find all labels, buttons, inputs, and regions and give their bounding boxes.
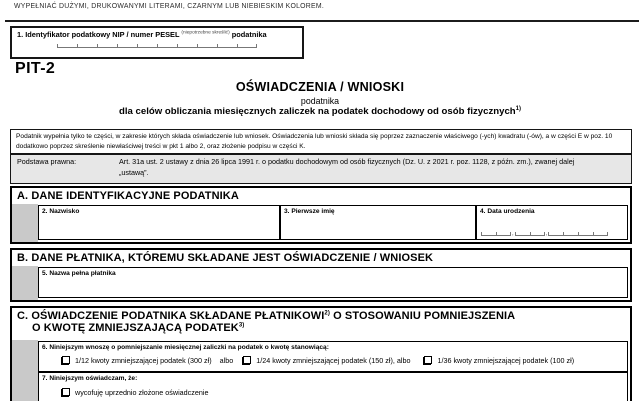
- nazwa-platnika-field[interactable]: [38, 267, 628, 298]
- birth-date-input[interactable]: , ,: [481, 232, 623, 236]
- nazwisko-label: 2. Nazwisko: [42, 207, 80, 215]
- reduction-options-row: [62, 356, 624, 365]
- fill-instruction-text: WYPEŁNIAĆ DUŻYMI, DRUKOWANYMI LITERAMI, CZARNYM LUB NIEBIESKIM KOLOREM.: [14, 3, 324, 10]
- form-subtitle: podatnika: [300, 96, 340, 106]
- nazwisko-field[interactable]: [38, 205, 280, 240]
- checkbox-withdraw-statement[interactable]: [62, 388, 70, 396]
- legal-basis-text: Art. 31a ust. 2 ustawy z dnia 26 lipca 1991 r. o podatku dochodowym od osób fizycznych (Dz. U. z 2021 r. poz. 1128, z późn. zm.), zwanej dalej „ustawą”.: [119, 157, 575, 177]
- section-c: [10, 306, 632, 401]
- option-1-12-label: 1/12 kwoty zmniejszającej podatek (300 zł): [75, 355, 212, 365]
- imie-field[interactable]: [280, 205, 476, 240]
- top-divider: [5, 20, 639, 22]
- tax-id-label-main: 1. Identyfikator podatkowy NIP / numer PESEL: [17, 30, 180, 39]
- form-purpose: dla celów obliczania miesięcznych zaliczek na podatek dochodowy od osób fizycznych$^{1)}$: [119, 106, 521, 118]
- section-c-title: C. OŚWIADCZENIE PODATNIKA SKŁADANE PŁATNIKOWI$^{2)}$ O STOSOWANIU POMNIEJSZENIA O KWOTĘ ZMNIEJSZAJĄCĄ PODATEK$^{3)}$: [17, 310, 516, 334]
- option-1-24-label: 1/24 kwoty zmniejszającej podatek (150 zł), albo: [256, 355, 411, 365]
- section-b-gutter: [12, 266, 38, 300]
- checkbox-1-24[interactable]: [243, 356, 251, 364]
- data-urodzenia-field[interactable]: [476, 205, 628, 240]
- field-6-label: 6. Niniejszym wnoszę o pomniejszanie miesięcznej zaliczki na podatek o kwotę stanowiącą:: [42, 343, 329, 351]
- legal-basis-label: Podstawa prawna:: [17, 157, 77, 166]
- section-b: [10, 248, 632, 302]
- section-a: [10, 186, 632, 244]
- section-c-gutter: [12, 340, 38, 401]
- data-urodzenia-label: 4. Data urodzenia: [480, 207, 535, 215]
- imie-label: 3. Pierwsze imię: [284, 207, 335, 215]
- footnote-3: 3): [238, 322, 245, 329]
- form-code: PIT-2: [15, 60, 56, 77]
- withdraw-option-row: [62, 388, 624, 397]
- checkbox-1-12[interactable]: [62, 356, 70, 364]
- legal-basis-box: [10, 154, 632, 184]
- option-1-36-label: 1/36 kwoty zmniejszającej podatek (100 zł): [437, 355, 575, 365]
- footnote-2: 2): [324, 310, 330, 317]
- tax-id-label: [17, 30, 302, 39]
- footnote-1: 1): [515, 106, 521, 112]
- field-6-reduction-request: [38, 341, 628, 372]
- withdraw-statement-label: wycofuję uprzednio złożone oświadczenie: [75, 387, 209, 397]
- field-7-label: 7. Niniejszym oświadczam, że:: [42, 374, 138, 382]
- albo-separator: albo: [219, 355, 234, 365]
- tax-id-label-note: (niepotrzebne skreślić): [181, 30, 230, 36]
- nazwa-platnika-label: 5. Nazwa pełna płatnika: [42, 269, 116, 277]
- form-title: OŚWIADCZENIA / WNIOSKI: [235, 80, 405, 94]
- field-7-declaration: [38, 372, 628, 401]
- section-a-gutter: [12, 204, 38, 242]
- section-a-title: A. DANE IDENTYFIKACYJNE PODATNIKA: [17, 190, 239, 202]
- section-b-title: B. DANE PŁATNIKA, KTÓREMU SKŁADANE JEST OŚWIADCZENIE / WNIOSEK: [17, 252, 434, 264]
- checkbox-1-36[interactable]: [424, 356, 432, 364]
- nip-pesel-input[interactable]: [12, 44, 302, 48]
- filling-note-box: Podatnik wypełnia tylko te części, w zakresie których składa oświadczenie lub wniosek. Oświadczenia lub wnioski składa się poprzez zaznaczenie właściwego (-ych) kwadratu (-ów), a w części E w poz. 10 dodatkowo poprzez skreślenie niewłaściwej treści w pkt 1 albo 2, oraz złożenie podpisu w części K.: [10, 129, 632, 154]
- tax-id-label-suffix: podatnika: [231, 30, 267, 39]
- tax-id-box: [10, 26, 304, 59]
